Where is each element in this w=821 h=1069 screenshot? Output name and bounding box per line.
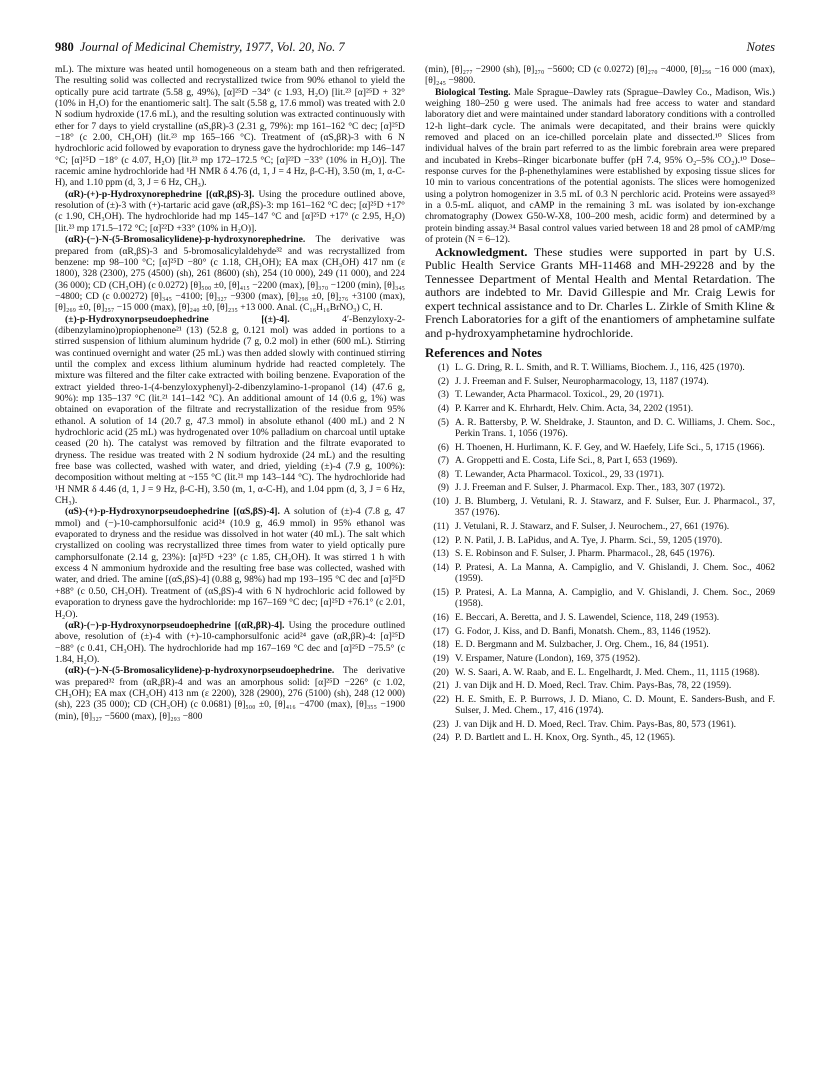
reference-item: [425, 680, 775, 691]
subsection-heading: (αR)-(−)-N-(5-Bromosalicylidene)-p-hydroxynorpseudoephedrine.: [65, 665, 335, 677]
journal-page: [55, 40, 775, 746]
reference-number: (21): [433, 680, 449, 692]
reference-text: J. van Dijk and H. D. Moed, Recl. Trav. Chim. Pays-Bas, 78, 22 (1959).: [455, 680, 732, 692]
reference-number: (4): [437, 402, 449, 414]
reference-number: (24): [433, 732, 449, 744]
reference-number: (19): [433, 652, 449, 664]
reference-number: (7): [437, 455, 449, 467]
reference-item: [425, 732, 775, 743]
reference-text: T. Lewander, Acta Pharmacol. Toxicol., 29, 33 (1971).: [455, 468, 665, 480]
subsection-heading: (αR)-(−)-p-Hydroxynorpseudoephedrine [(αR,βR)-4].: [65, 619, 285, 631]
paragraph-text: Male Sprague–Dawley rats (Sprague–Dawley Co., Madison, Wis.) weighing 180–250 g were used. The animals had free access to water and standard laboratory diet and were maintained under standard laboratory conditions with a controlled 12-h light–dark cycle. The animals were decapitated, and their brains were quickly removed and placed on an ice-chilled porcelain plate and dissected.¹⁰ Slices from individual halves of the brain part referred to as the limbic forebrain area were prepared and incubated in Krebs–Ringer bicarbonate buffer (pH 7.4, 95% O₂–5% CO₂).¹⁰ Dose–response curves for the β-phenethylamines were established by exposing tissue slices for 10 min to various concentrations of the potential agonists. The slices were homogenized using a polytron homogenizer in 3.5 mL of 0.3 N perchloric acid. Proteins were assayed³³ in a 0.5-mL aliquot, and cAMP in the remaining 3 mL was isolated by ion-exchange chromatography (Dowex G50-W-X8, 100–200 mesh, acidic form) and determined by a protein binding assay.³⁴ Basal control values varied between 18 and 28 pmol of cAMP/mg of protein (N = 6–12).: [425, 86, 775, 246]
section-label: Notes: [746, 40, 775, 54]
reference-text: J. J. Freeman and F. Sulser, Neuropharmacology, 13, 1187 (1974).: [455, 375, 709, 387]
reference-number: (3): [437, 389, 449, 401]
reference-item: [425, 667, 775, 678]
acknowledgment-text: These studies were supported in part by U.S. Public Health Service Grants MH-11468 and MH-29228 and by the Tennessee Department of Mental Health and Mental Retardation. The authors are indebted to Mr. David Gillespie and Mr. Craig Lewis for expert technical assistance and to Dr. Charles L. Zirkle of Smith Kline & French Laboratories for a gift of the enantiomers of amphetamine sulfate and p-hydroxyamphetamine hydrochloride.: [425, 244, 775, 341]
right-paragraphs: [425, 64, 775, 246]
reference-text: W. S. Saari, A. W. Raab, and E. L. Engelhardt, J. Med. Chem., 11, 1115 (1968).: [455, 666, 760, 678]
reference-text: A. Groppetti and E. Costa, Life Sci., 8, Part I, 653 (1969).: [455, 455, 678, 467]
reference-number: (17): [433, 625, 449, 637]
reference-text: J. J. Freeman and F. Sulser, J. Pharmacol. Exp. Ther., 183, 307 (1972).: [455, 482, 726, 494]
page-number: 980: [55, 40, 74, 54]
reference-number: (16): [433, 611, 449, 623]
paragraph-text: Using the procedure outlined above, resolution of (±)-3 with (+)-tartaric acid gave (αR,βS)-3: mp 161–162 °C dec; [α]²⁵D +17° (c 1.90, CH₃OH). The hydrochloride had mp 145–147 °C and [α]²⁵D +17° (c 2.95, H₂O) [lit.²³ mp 171.5–172 °C; [α]²²D +33° (10% in H₂O)].: [55, 188, 406, 234]
references-heading: References and Notes: [425, 345, 543, 360]
reference-number: (20): [433, 666, 449, 678]
paragraph-text: mL). The mixture was heated until homogeneous on a steam bath and then refrigerated. The resulting solid was collected and recrystallized twice from 90% ethanol to yield the optically pure acid tartrate (5.58 g, 49%), [α]²⁵D −34° (c 1.93, H₂O) [lit.²³ [α]²⁵D + 32° (10% in H₂O) for the enantiomeric salt]. The salt (5.58 g, 17.6 mmol) was treated with 2.0 N sodium hydroxide (17.6 mL), and the resulting solution was extracted continuously with ether for 7 days to yield crystalline (αS,βR)-3 (2.31 g, 79%): mp 161–162 °C dec; [α]²⁵D −18° (c 2.00, CH₃OH) (lit.²³ mp 165–166 °C). Treatment of (αS,βR)-3 with 6 N hydrochloric acid followed by evaporation to dryness gave the hydrochloride: mp 146–147 °C; [α]²⁵D −18° (c 4.07, H₂O) [lit.²³ mp 172–172.5 °C; [α]²²D −33° (10% in H₂O)]. The racemic amine hydrochloride had ¹H NMR δ 4.76 (d, 1, J = 4 Hz, β-C-H), 3.50 (m, 1, α-C-H), and 1.10 ppm (d, 3, J = 6 Hz, CH₃).: [55, 64, 405, 189]
reference-number: (1): [437, 362, 449, 373]
paragraph: [55, 506, 405, 619]
reference-number: (2): [437, 375, 449, 387]
reference-text: G. Fodor, J. Kiss, and D. Banfi, Monatsh. Chem., 83, 1146 (1952).: [455, 625, 711, 637]
reference-text: S. E. Robinson and F. Sulser, J. Pharm. Pharmacol., 28, 645 (1976).: [455, 548, 715, 560]
paragraph: [55, 189, 405, 234]
reference-item: [425, 455, 775, 466]
reference-text: P. D. Bartlett and L. H. Knox, Org. Synth., 45, 12 (1965).: [455, 732, 676, 744]
reference-text: E. Beccari, A. Beretta, and J. S. Lawendel, Science, 118, 249 (1953).: [455, 611, 720, 623]
paragraph: [425, 87, 775, 246]
reference-text: T. Lewander, Acta Pharmacol. Toxicol., 29, 20 (1971).: [455, 389, 665, 401]
paragraph-text: The derivative was prepared³² from (αR,βR)-4 and was an amorphous solid: [α]²⁵D −226° (c 1.02, CH₃OH); EA max (CH₃OH) 413 nm (ε 2200), 328 (2900), 276 (5100) (sh), 248 (12 000) (sh), 223 (35 000); CD (CH₃OH) (c 0.0681) [θ]₅₀₀ ±0, [θ]₄₁₆ −4700 (max), [θ]₃₅₅ −1900 (min), [θ]₃₂₇ −5600 (max), [θ]₂₉₃ −800: [55, 665, 405, 722]
reference-text: J. B. Blumberg, J. Vetulani, R. J. Stawarz, and F. Sulser, Eur. J. Pharmacol., 37, 357 (1976).: [455, 496, 775, 519]
left-column: [55, 64, 405, 746]
reference-number: (9): [437, 482, 449, 494]
reference-text: H. E. Smith, E. P. Burrows, J. D. Miano, C. D. Mount, E. Sanders-Bush, and F. Sulser, J. Med. Chem., 17, 416 (1974).: [455, 693, 775, 717]
reference-item: [425, 548, 775, 559]
reference-number: (5): [437, 416, 449, 428]
paragraph-text: 4′-Benzyloxy-2-(dibenzylamino)propiophenone²¹ (13) (52.8 g, 0.121 mol) was added in portions to a stirred suspension of lithium aluminum hydride (7 g, 0.2 mol) in ether (600 mL). Stirring was continued overnight and water (25 mL) was then added slowly with continued stirring until the complex and excess lithium aluminum hydride had reacted completely. The mixture was filtered and the filter cake extracted with boiling benzene. Evaporation of the extract yielded threo-1-(4-benzyloxyphenyl)-2-dibenzylamino-1-propanol (14) (47.6 g, 90%): mp 135–137 °C (lit.²¹ 141–142 °C). An additional amount of 14 (0.6 g, 1%) was obtained on evaporation of the filtrate and recrystallization of the residue from 95% ethanol. A solution of 14 (20.7 g, 47.3 mmol) in absolute ethanol (400 mL) and 2 N hydrochloric acid (25 mL) was hydrogenated over 10% palladium on charcoal until uptake ceased (20 h). The catalyst was removed by filtration and the filtrate evaporated to dryness. The residue was treated with 2 N sodium hydroxide (24 mL) and the resulting free base was collected, washed with water, and dried, yielding (±)-4 (7.9 g, 100%): decomposition without melting at ~155 °C (lit.²¹ mp 143–144 °C). The hydrochloride had ¹H NMR δ 4.46 (d, 1, J = 9 Hz, β-C-H), 3.50 (m, 1, α-C-H), and 1.04 ppm (d, 3, J = 6 Hz, CH₃).: [55, 313, 405, 507]
page-header: [55, 40, 775, 60]
paragraph: [55, 314, 405, 507]
subsection-heading: (αR)-(−)-N-(5-Bromosalicylidene)-p-hydroxynorephedrine.: [65, 234, 306, 246]
paragraph-text: (min), [θ]₂₇₇ −2900 (sh), [θ]₂₇₀ −5600; CD (c 0.0272) [θ]₂₇₀ −4000, [θ]₂₅₆ −16 000 (max), [θ]₂₄₅ −9800.: [425, 64, 775, 87]
acknowledgment: [425, 246, 775, 341]
reference-number: (14): [433, 562, 449, 574]
paragraph: [425, 64, 775, 87]
paragraph-text: The derivative was prepared from (αR,βS)-3 and 5-bromosalicylaldehyde³² and was recrystallized from benzene: mp 98–100 °C; [α]²⁵D −80° (c 1.18, CH₃OH); EA max (CH₃OH) 417 nm (ε 1800), 328 (2300), 275 (4500) (sh), 261 (8600) (sh), 254 (10 000), 249 (11 000), and 224 (36 000); CD (CH₃OH) (c 0.0272) [θ]₅₀₀ ±0, [θ]₄₁₅ −2200 (max), [θ]₃₇₀ −1200 (min), [θ]₃₄₅ −4800; CD (c 0.00272) [θ]₃₄₅ −4100; [θ]₃₂₇ −9300 (max), [θ]₂₉₈ ±0, [θ]₂₇₆ +3100 (max), [θ]₂₆₉ ±0, [θ]₂₅₇ −15 000 (max), [θ]₂₄₀ ±0, [θ]₂₃₅ +13 000. Anal. (C₁₆H₁₆BrNO₃) C, H.: [55, 234, 405, 314]
reference-text: P. Pratesi, A. La Manna, A. Campiglio, and V. Ghislandi, J. Chem. Soc., 4062 (1959).: [455, 562, 775, 585]
reference-item: [425, 496, 775, 519]
reference-item: [425, 469, 775, 480]
acknowledgment-heading: Acknowledgment.: [435, 244, 528, 259]
right-column: [425, 64, 775, 746]
reference-item: [425, 442, 775, 453]
reference-item: [425, 521, 775, 532]
reference-text: J. Vetulani, R. J. Stawarz, and F. Sulser, J. Neurochem., 27, 661 (1976).: [455, 521, 730, 533]
reference-item: [425, 362, 775, 373]
reference-text: P. Karrer and K. Ehrhardt, Helv. Chim. Acta, 34, 2202 (1951).: [455, 402, 694, 414]
reference-text: L. G. Dring, R. L. Smith, and R. T. Williams, Biochem. J., 116, 425 (1970).: [455, 362, 745, 373]
subsection-heading: (±)-p-Hydroxynorpseudoephedrine [(±)-4].: [65, 313, 290, 325]
paragraph: [55, 64, 405, 189]
reference-item: [425, 612, 775, 623]
paragraph-text: A solution of (±)-4 (7.8 g, 47 mmol) and (−)-10-camphorsulfonic acid²⁴ (10.9 g, 46.9 mmol) in 95% ethanol was evaporated to dryness and the residue was dissolved in hot water (40 mL). The salt which crystallized on cooling was recrystallized three times from water to yield optically pure camphorsulfonate (2.14 g, 23%): [α]²⁵D +23° (c 1.85, CH₃OH). It was stirred 1 h with excess 4 N ammonium hydroxide and the resulting free base was collected, washed with water, and dried. The amine [(αS,βS)-4] (0.88 g, 98%) had mp 193–195 °C dec and [α]²⁵D +88° (c 0.50, CH₃OH). Treatment of (αS,βS)-4 with 6 N hydrochloric acid followed by evaporation to dryness gave the hydrochloride: mp 167–169 °C dec; [α]²⁵D +76.1° (c 2.01, H₂O).: [55, 506, 405, 620]
reference-item: [425, 376, 775, 387]
reference-number: (12): [433, 534, 449, 546]
reference-text: A. R. Battersby, P. W. Sheldrake, J. Staunton, and D. C. Williams, J. Chem. Soc., Perkin Trans. 1, 1056 (1976).: [455, 416, 775, 439]
reference-text: P. Pratesi, A. La Manna, A. Campiglio, and V. Ghislandi, J. Chem. Soc., 2069 (1958).: [455, 587, 775, 610]
reference-text: E. D. Bergmann and M. Sulzbacher, J. Org. Chem., 16, 84 (1951).: [455, 639, 709, 651]
journal-citation: Journal of Medicinal Chemistry, 1977, Vol. 20, No. 7: [79, 40, 345, 54]
reference-text: J. van Dijk and H. D. Moed, Recl. Trav. Chim. Pays-Bas, 80, 573 (1961).: [455, 718, 737, 730]
reference-number: (18): [433, 639, 449, 651]
reference-number: (23): [433, 718, 449, 730]
reference-number: (10): [433, 496, 449, 508]
paragraph: [55, 234, 405, 313]
reference-item: [425, 719, 775, 730]
reference-item: [425, 639, 775, 650]
reference-text: V. Erspamer, Nature (London), 169, 375 (1952).: [455, 652, 641, 664]
reference-item: [425, 482, 775, 493]
paragraph: [55, 620, 405, 665]
reference-number: (8): [437, 468, 449, 480]
reference-item: [425, 389, 775, 400]
paragraph: [55, 665, 405, 722]
reference-number: (6): [437, 441, 449, 453]
reference-item: [425, 626, 775, 637]
reference-text: H. Thoenen, H. Hurlimann, K. F. Gey, and W. Haefely, Life Sci., 5, 1715 (1966).: [455, 441, 765, 453]
subsection-heading: (αS)-(+)-p-Hydroxynorpseudoephedrine [(αS,βS)-4].: [65, 506, 280, 518]
reference-item: [425, 587, 775, 610]
reference-number: (13): [433, 548, 449, 560]
reference-item: [425, 417, 775, 440]
paragraph-text: Using the procedure outlined above, resolution of (±)-4 with (+)-10-camphorsulfonic acid²⁴ gave (αR,βR)-4: [α]²⁵D −88° (c 0.41, CH₃OH). The hydrochloride had mp 167–169 °C dec and [α]²⁵D −75.5° (c 1.84, H₂O).: [55, 619, 405, 665]
subsection-heading: (αR)-(+)-p-Hydroxynorephedrine [(αR,βS)-3].: [65, 188, 255, 200]
reference-item: [425, 653, 775, 664]
reference-number: (22): [433, 693, 449, 705]
header-left: [55, 40, 345, 60]
two-column-body: [55, 64, 775, 746]
reference-number: (11): [433, 521, 449, 533]
reference-item: [425, 694, 775, 717]
reference-item: [425, 562, 775, 585]
reference-item: [425, 535, 775, 546]
reference-text: P. N. Patil, J. B. LaPidus, and A. Tye, J. Pharm. Sci., 59, 1205 (1970).: [455, 534, 723, 546]
subsection-heading: Biological Testing.: [435, 86, 511, 98]
reference-item: [425, 403, 775, 414]
references-list: [425, 362, 775, 744]
reference-number: (15): [433, 587, 449, 598]
